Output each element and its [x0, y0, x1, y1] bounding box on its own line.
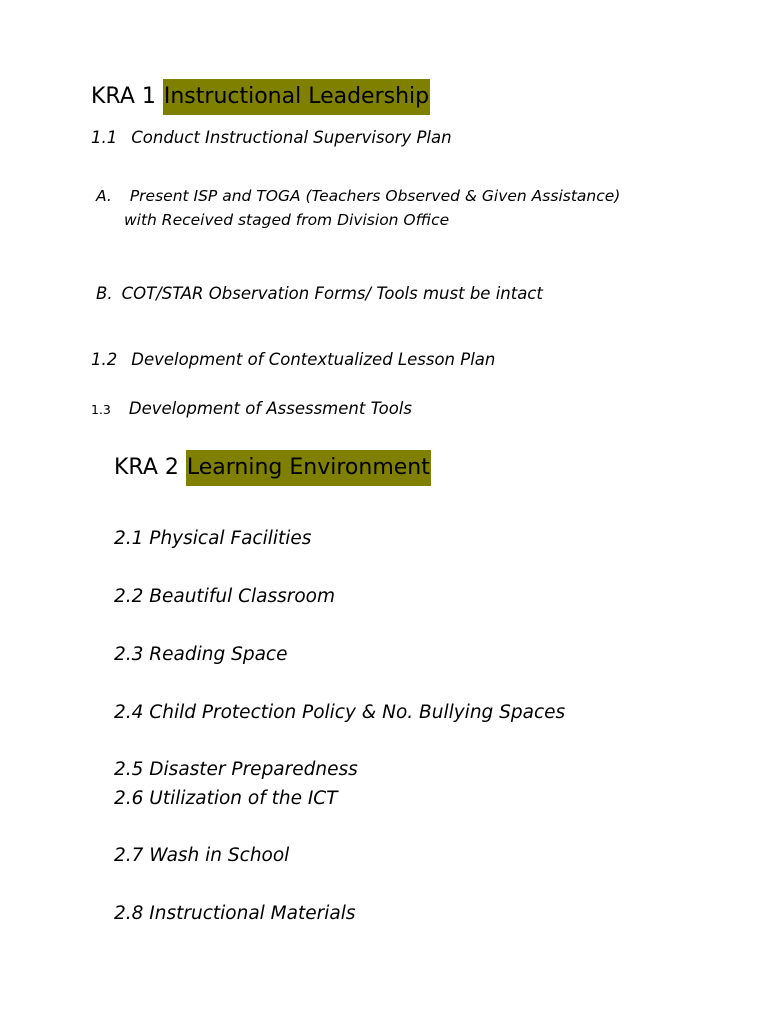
item-1-2-number: 1.2 [91, 350, 118, 369]
item-a [96, 186, 620, 206]
item-1-2-text: Development of Contextualized Lesson Plan [131, 350, 496, 369]
item-1-1-number: 1.1 [91, 128, 118, 147]
kra2-item-2-6: 2.6 Utilization of the ICT [114, 788, 338, 809]
kra1-title-highlight: Instructional Leadership [163, 79, 430, 115]
kra2-item-2-8: 2.8 Instructional Materials [114, 903, 356, 924]
item-1-1-text: Conduct Instructional Supervisory Plan [131, 128, 452, 147]
item-1-1 [91, 127, 452, 149]
kra2-item-2-1: 2.1 Physical Facilities [114, 528, 312, 549]
kra1-heading [91, 79, 430, 115]
kra2-item-2-4: 2.4 Child Protection Policy & No. Bullying Spaces [114, 702, 566, 723]
kra2-item-2-5: 2.5 Disaster Preparedness [114, 759, 358, 780]
kra2-item-2-7: 2.7 Wash in School [114, 845, 290, 866]
item-a-marker: A. [96, 187, 112, 205]
item-1-3 [91, 398, 412, 421]
kra2-item-2-2: 2.2 Beautiful Classroom [114, 586, 336, 607]
item-b [96, 283, 543, 305]
item-1-3-text: Development of Assessment Tools [128, 399, 412, 418]
kra2-heading [114, 450, 431, 486]
item-1-3-number: 1.3 [91, 402, 111, 417]
item-a-line1: Present ISP and TOGA (Teachers Observed & Given Assistance) [129, 187, 621, 205]
item-b-text: COT/STAR Observation Forms/ Tools must be intact [121, 284, 543, 303]
item-a-line2: with Received staged from Division Office [124, 211, 450, 229]
item-b-marker: B. [96, 284, 113, 303]
item-a-continuation [124, 210, 449, 230]
kra2-item-2-3: 2.3 Reading Space [114, 644, 288, 665]
item-1-2 [91, 349, 495, 371]
kra1-prefix: KRA 1 [91, 84, 156, 109]
kra2-title-highlight: Learning Environment [186, 450, 431, 486]
kra2-prefix: KRA 2 [114, 455, 179, 480]
